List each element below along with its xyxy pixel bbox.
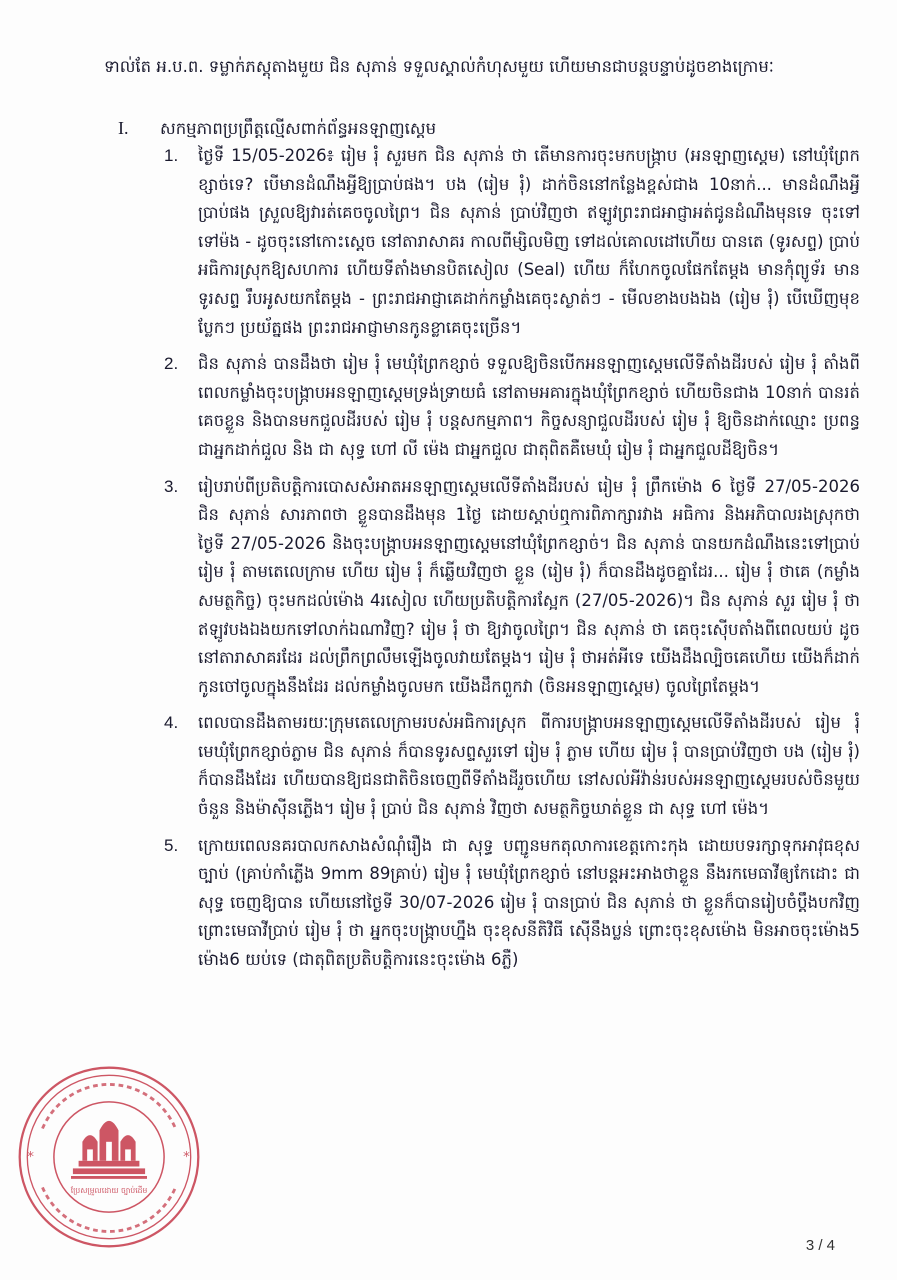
item-text: ពេលបានដឹងតាមរយៈក្រុមតេលេក្រាមរបស់អធិការស្រុក ពីការបង្ក្រាបអនឡាញស្ដេមលើទីតាំងដីរបស់ រៀម រុំ មេឃុំព្រែកខ្សាច់ភ្លាម ជិន សុភាន់ ក៏បានទូរសព្ទសួរទៅ រៀម រុំ ភ្លាម ហើយ រៀម រុំ បានប្រាប់វិញថា បង (រៀម រុំ) ក៏បានដឹងដែរ ហើយបានឱ្យជនជាតិចិនចេញពីទីតាំងដីរួចហើយ នៅសល់អីវ៉ាន់របស់អនឡាញស្ដេមរបស់ចិនមួយចំនួន និងម៉ាស៊ីនភ្លើង។ រៀម រុំ ប្រាប់ ជិន សុភាន់ វិញថា សមត្ថកិច្ចឃាត់ខ្លួន ជា សុទ្ធ ហៅ ម៉េង។	[198, 713, 860, 819]
section-number: I.	[118, 118, 129, 138]
list-item	[160, 142, 860, 342]
official-seal-stamp	[14, 1062, 204, 1252]
section-heading	[118, 114, 858, 143]
list-item	[160, 350, 860, 464]
page-number: 3 / 4	[805, 1237, 835, 1254]
seal-inner-text: ប្រែសម្រួលដោយ ច្បាប់ដើម	[70, 1186, 148, 1196]
item-number: 5.	[164, 835, 179, 855]
item-number: 4.	[164, 713, 179, 733]
item-number: 2.	[164, 354, 179, 374]
item-text: ថ្ងៃទី 15/05-2026៖ រៀម រុំ សួរមក ជិន សុភាន់ ថា តើមានការចុះមកបង្ក្រាប (អនឡាញស្ដេម) នៅឃុំព្រែកខ្សាច់ទេ? បើមានដំណឹងអ្វីឱ្យប្រាប់ផង។ បង (រៀម រុំ) ដាក់ចិននៅកន្លែងខ្ពស់ជាង 10នាក់... មានដំណឹងអ្វីប្រាប់ផង ស្រួលឱ្យវារត់គេចចូលព្រៃ។ ជិន សុភាន់ ប្រាប់វិញថា ឥឡូវព្រះរាជអាជ្ញាអត់ជូនដំណឹងមុនទេ ចុះទៅទៅម៉ង - ដូចចុះនៅកោះស្ដេច នៅតារាសាគរ កាលពីម្សិលមិញ ទៅដល់គោលដៅហើយ បានតេ (ទូរសព្ទ) ប្រាប់អធិការស្រុកឱ្យសហការ ហើយទីតាំងមានបិតសៀល (Seal) ហើយ ក៏ហែកចូលផែកតែម្ដង មានកុំព្យូទ័រ មានទូរសព្ទ រឹបអូសយកតែម្ដង - ព្រះរាជអាជ្ញាគេដាក់កម្លាំងគេចុះស្ងាត់ៗ - មើលខាងបងឯង (រៀម រុំ) បើឃើញមុខប្លែកៗ ប្រយ័ត្នផង ព្រះរាជអាជ្ញាមានកូនខ្លាគេចុះច្រើន។	[198, 146, 860, 337]
list-item	[160, 473, 860, 702]
list-item	[160, 832, 860, 975]
numbered-list	[160, 142, 860, 975]
section-title: សកម្មភាពប្រព្រឹត្តល្មើសពាក់ព័ន្ធអនឡាញស្ដេម	[160, 119, 437, 138]
item-number: 3.	[164, 476, 179, 496]
item-number: 1.	[164, 146, 179, 165]
svg-text:*: *	[27, 1149, 34, 1165]
intro-paragraph: ទាល់តែ អ.ប.ព. ទម្លាក់ភស្តុតាងមួយ ជិន សុភាន់ ទទួលស្គាល់កំហុសមួយ ហើយមានជាបន្តបន្ទាប់ដូចខាងក្រោមៈ	[104, 57, 774, 76]
item-text: រៀបរាប់ពីប្រតិបត្តិការបោសសំអាតអនឡាញស្ដេមលើទីតាំងដីរបស់ រៀម រុំ ព្រឹកម៉ោង 6 ថ្ងៃទី 27/05-2026 ជិន សុភាន់ សារភាពថា ខ្លួនបានដឹងមុន 1ថ្ងៃ ដោយស្ដាប់ឮការពិភាក្សារវាង អធិការ និងអភិបាលរងស្រុកថា ថ្ងៃទី 27/05-2026 និងចុះបង្ក្រាបអនឡាញស្ដេមនៅឃុំព្រែកខ្សាច់។ ជិន សុភាន់ បានយកដំណឹងនេះទៅប្រាប់ រៀម រុំ តាមតេលេក្រាម ហើយ រៀម រុំ ក៏ឆ្លើយវិញថា ខ្លួន (រៀម រុំ) ក៏បានដឹងដូចគ្នាដែរ... រៀម រុំ ថាគេ (កម្លាំងសមត្ថកិច្ច) ចុះមកដល់ម៉ោង 4រសៀល ហើយប្រតិបត្តិការស្អែក (27/05-2026)។ ជិន សុភាន់ សួរ រៀម រុំ ថា ឥឡូវបងឯងយកទៅលាក់ឯណាវិញ? រៀម រុំ ថា ឱ្យវាចូលព្រៃ។ ជិន សុភាន់ ថា គេចុះស៊ើបតាំងពីពេលយប់ ដូចនៅតារាសាគរដែរ ដល់ព្រឹកព្រលឹមឡើងចូលវាយតែម្ដង។ រៀម រុំ ថាអត់អីទេ យើងដឹងល្បិចគេហើយ យើងក៏ដាក់កូនចៅចូលក្នុងនឹងដែរ ដល់កម្លាំងចូលមក យើងដឹកពួកវា (ចិនអនឡាញស្ដេម) ចូលព្រៃតែម្ដង។	[198, 476, 860, 696]
svg-text:*: *	[183, 1149, 190, 1165]
item-text: ក្រោយពេលនគរបាលកសាងសំណុំរឿង ជា សុទ្ធ បញ្ជូនមកតុលាការខេត្តកោះកុង ដោយបទរក្សាទុកអាវុធខុសច្បាប់ (គ្រាប់កាំភ្លើង 9mm 89គ្រាប់) រៀម រុំ មេឃុំព្រែកខ្សាច់ នៅបន្តអះអាងថាខ្លួន នឹងរកមេធាវីឲ្យកែដោះ ជា សុទ្ធ ចេញឱ្យបាន ហើយនៅថ្ងៃទី 30/07-2026 រៀម រុំ បានប្រាប់ ជិន សុភាន់ ថា ខ្លួនក៏បានរៀបចំប្ដឹងបកវិញ ព្រោះមេធាវីប្រាប់ រៀម រុំ ថា អ្នកចុះបង្ក្រាបហ្នឹង ចុះខុសនីតិវិធី ស៊ើនឹងប្លន់ ព្រោះចុះខុសម៉ោង មិនអាចចុះម៉ោង5 ម៉ោង6 យប់ទេ (ជាតុពិតប្រតិបត្តិការនេះចុះម៉ោង 6ភ្លឺ)	[198, 835, 860, 970]
list-item	[160, 709, 860, 823]
item-text: ជិន សុភាន់ បានដឹងថា រៀម រុំ មេឃុំព្រែកខ្សាច់ ទទួលឱ្យចិនបើកអនឡាញស្ដេមលើទីតាំងដីរបស់ រៀម រុំ តាំងពីពេលកម្លាំងចុះបង្ក្រាបអនឡាញស្ដេមទ្រង់ទ្រាយធំ នៅតាមអគារក្នុងឃុំព្រែកខ្សាច់ ហើយចិនជាង 10នាក់ បានរត់គេចខ្លួន និងបានមកជួលដីរបស់ រៀម រុំ បន្តសកម្មភាព។ កិច្ចសន្យាជួលដីរបស់ រៀម រុំ ឱ្យចិនដាក់ឈ្មោះ ប្រពន្ធជាអ្នកដាក់ជួល និង ជា សុទ្ធ ហៅ លី ម៉េង ជាអ្នកជួល ជាតុពិតគឺមេឃុំ រៀម រុំ ជាអ្នកជួលដីឱ្យចិន។	[198, 354, 860, 459]
